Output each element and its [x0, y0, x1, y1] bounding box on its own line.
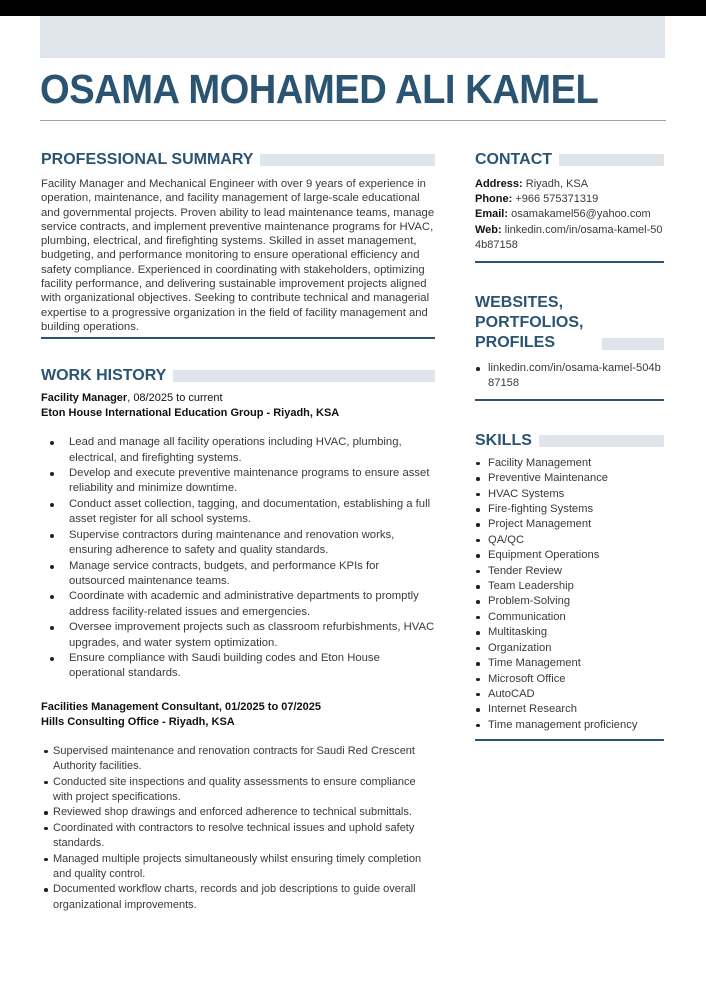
skill-item: Time management proficiency	[475, 718, 664, 733]
skill-item: Team Leadership	[475, 579, 664, 594]
contact-address: Address: Riyadh, KSA	[475, 178, 589, 190]
job-dates: , 01/2025 to 07/2025	[218, 700, 322, 713]
skills-list	[475, 456, 664, 733]
section-divider	[475, 261, 664, 263]
contact-heading: CONTACT	[475, 151, 553, 168]
job-bullet: Develop and execute preventive maintenance programs to ensure asset reliability and minimize downtime.	[50, 466, 435, 497]
job-bullet: Documented workflow charts, records and job descriptions to guide overall organizational improvements.	[44, 882, 435, 913]
contact-web[interactable]: Web: linkedin.com/in/osama-kamel-504b87158	[475, 223, 663, 251]
websites-list	[475, 361, 664, 392]
skill-item: Tender Review	[475, 564, 664, 579]
skill-item: Facility Management	[475, 456, 664, 471]
website-item: linkedin.com/in/osama-kamel-504b87158	[475, 361, 664, 392]
skill-item: Multitasking	[475, 625, 664, 640]
job-dates: , 08/2025 to current	[127, 392, 223, 405]
job-bullet: Ensure compliance with Saudi building codes and Eton House operational standards.	[50, 651, 435, 682]
heading-bar	[173, 370, 435, 382]
skills	[475, 431, 664, 741]
skill-item: Internet Research	[475, 702, 664, 717]
job-bullet: Coordinated with contractors to resolve technical issues and uphold safety standards.	[44, 821, 435, 852]
work-history	[41, 366, 435, 913]
professional-summary	[41, 150, 435, 339]
skill-item: Project Management	[475, 517, 664, 532]
skill-item: Fire-fighting Systems	[475, 502, 664, 517]
job-company: Hills Consulting Office - Riyadh, KSA	[41, 715, 235, 728]
skill-item: Communication	[475, 610, 664, 625]
header-divider	[40, 120, 666, 121]
heading-bar	[602, 338, 664, 350]
work-heading: WORK HISTORY	[41, 367, 167, 385]
candidate-name: OSAMA MOHAMED ALI KAMEL	[40, 66, 599, 112]
skills-heading: SKILLS	[475, 431, 532, 449]
job-bullet: Lead and manage all facility operations including HVAC, plumbing, electrical, and firefighting systems.	[50, 435, 435, 466]
job-title: Facility Manager	[41, 392, 128, 405]
job-bullet: Coordinate with academic and administrative departments to promptly address facility-related issues and emergencies.	[50, 589, 435, 620]
skill-item: Microsoft Office	[475, 672, 664, 687]
skill-item: HVAC Systems	[475, 487, 664, 502]
job-bullet: Conduct asset collection, tagging, and documentation, establishing a full asset register for all school systems.	[50, 497, 435, 528]
contact	[475, 150, 664, 263]
job-bullet: Oversee improvement projects such as classroom refurbishments, HVAC upgrades, and water system optimization.	[50, 620, 435, 651]
job-1-header	[41, 391, 435, 421]
job-2-bullets	[44, 744, 435, 913]
skill-item: QA/QC	[475, 533, 664, 548]
right-column	[475, 150, 664, 741]
websites-heading: WEBSITES, PORTFOLIOS, PROFILES	[475, 294, 584, 352]
skill-item: Equipment Operations	[475, 548, 664, 563]
skill-item: Problem-Solving	[475, 594, 664, 609]
job-bullet: Supervised maintenance and renovation contracts for Saudi Red Crescent Authority facilities.	[44, 744, 435, 775]
job-bullet: Supervise contractors during maintenance and renovation works, ensuring adherence to safety and quality standards.	[50, 528, 435, 559]
summary-heading: PROFESSIONAL SUMMARY	[41, 151, 254, 168]
heading-bar	[559, 154, 664, 166]
job-1-bullets	[50, 435, 435, 682]
job-company: Eton House International Education Group - Riyadh, KSA	[41, 407, 340, 420]
job-bullet: Conducted site inspections and quality assessments to ensure compliance with project specifications.	[44, 775, 435, 806]
contact-email[interactable]: Email: osamakamel56@yahoo.com	[475, 208, 651, 221]
job-bullet: Managed multiple projects simultaneously whilst ensuring timely completion and quality control.	[44, 852, 435, 883]
job-bullet: Manage service contracts, budgets, and performance KPIs for outsourced maintenance teams.	[50, 559, 435, 590]
skill-item: Preventive Maintenance	[475, 471, 664, 486]
skill-item: Time Management	[475, 656, 664, 671]
websites	[475, 293, 664, 401]
section-divider	[41, 337, 435, 339]
header-band	[40, 16, 665, 58]
heading-bar	[539, 435, 664, 447]
heading-bar	[260, 154, 435, 166]
top-bar	[0, 0, 706, 16]
job-title: Facilities Management Consultant	[41, 700, 219, 713]
left-column	[41, 150, 435, 913]
section-divider	[475, 399, 664, 401]
job-2-header	[41, 700, 435, 730]
summary-text: Facility Manager and Mechanical Engineer with over 9 years of experience in operation, maintenance, and facility management of large-scale educational and governmental projects. Proven ability to lead maintenance teams, manage service contracts, and implement preventive maintenance programs for HVAC, plumbing, electrical, and firefighting systems. Skilled in asset management, budgeting, and performance monitoring to ensure operational efficiency and safety compliance. Experienced in coordinating with stakeholders, optimizing facility performance, and delivering sustainable improvement projects aligned with organizational objectives. Seeking to contribute technical and managerial expertise to a progressive organization in the field of facility management and building operations.	[41, 178, 435, 333]
skill-item: Organization	[475, 641, 664, 656]
job-bullet: Reviewed shop drawings and enforced adherence to technical submittals.	[44, 805, 435, 820]
section-divider	[475, 739, 664, 741]
contact-phone: Phone: +966 575371319	[475, 193, 599, 206]
skill-item: AutoCAD	[475, 687, 664, 702]
